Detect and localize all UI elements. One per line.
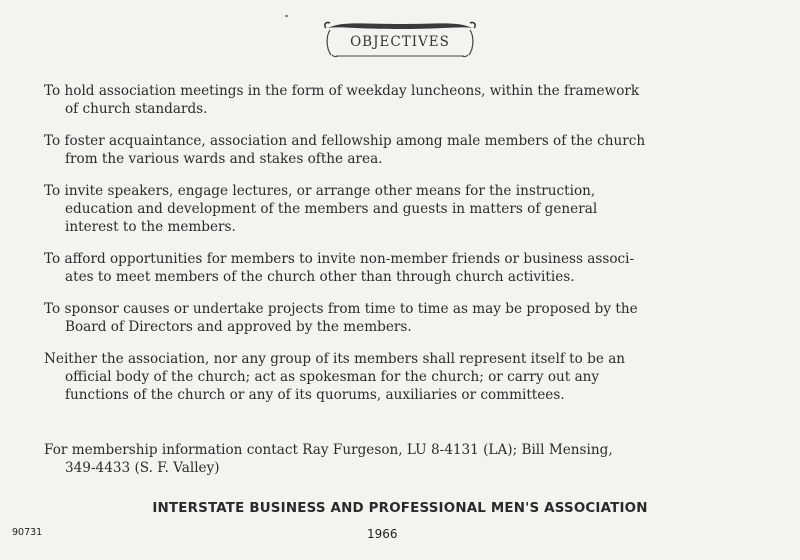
objective-line: To afford opportunities for members to invite non-member friends or business associ- [44, 251, 635, 267]
document-id: 90731 [12, 527, 43, 538]
objective-line: functions of the church or any of its quorums, auxiliaries or committees. [65, 387, 565, 403]
objective-line: To hold association meetings in the form of weekday luncheons, within the framework [44, 83, 640, 99]
membership-contact [44, 441, 784, 477]
objective-line: interest to the members. [65, 219, 236, 235]
contact-line: For membership information contact Ray Furgeson, LU 8-4131 (LA); Bill Mensing, [44, 442, 613, 458]
objective-line: To invite speakers, engage lectures, or arrange other means for the instruction, [44, 183, 596, 199]
objectives-list [44, 82, 784, 418]
objective-line: official body of the church; act as spokesman for the church; or carry out any [65, 369, 600, 385]
objective-line: ates to meet members of the church other than through church activities. [65, 269, 575, 285]
association-name: INTERSTATE BUSINESS AND PROFESSIONAL MEN'S ASSOCIATION [152, 501, 648, 516]
objective-line: To sponsor causes or undertake projects from time to time as may be proposed by the [44, 301, 638, 317]
objectives-heading: OBJECTIVES [350, 34, 450, 50]
objective-item [44, 82, 784, 118]
objective-line: To foster acquaintance, association and fellowship among male members of the church [44, 133, 646, 149]
document-year: 1966 [367, 527, 398, 541]
objective-item [44, 182, 784, 236]
ink-speck [285, 15, 288, 17]
objective-line: from the various wards and stakes ofthe area. [65, 151, 383, 167]
objective-line: Board of Directors and approved by the members. [65, 319, 412, 335]
objective-item [44, 132, 784, 168]
contact-line: 349-4433 (S. F. Valley) [65, 460, 220, 476]
objective-item [44, 250, 784, 286]
objective-item [44, 300, 784, 336]
objective-line: of church standards. [65, 101, 208, 117]
objective-line: Neither the association, nor any group of its members shall represent itself to be an [44, 351, 626, 367]
objectives-heading-cartouche [322, 18, 478, 64]
objective-line: education and development of the members and guests in matters of general [65, 201, 598, 217]
objective-item [44, 350, 784, 404]
